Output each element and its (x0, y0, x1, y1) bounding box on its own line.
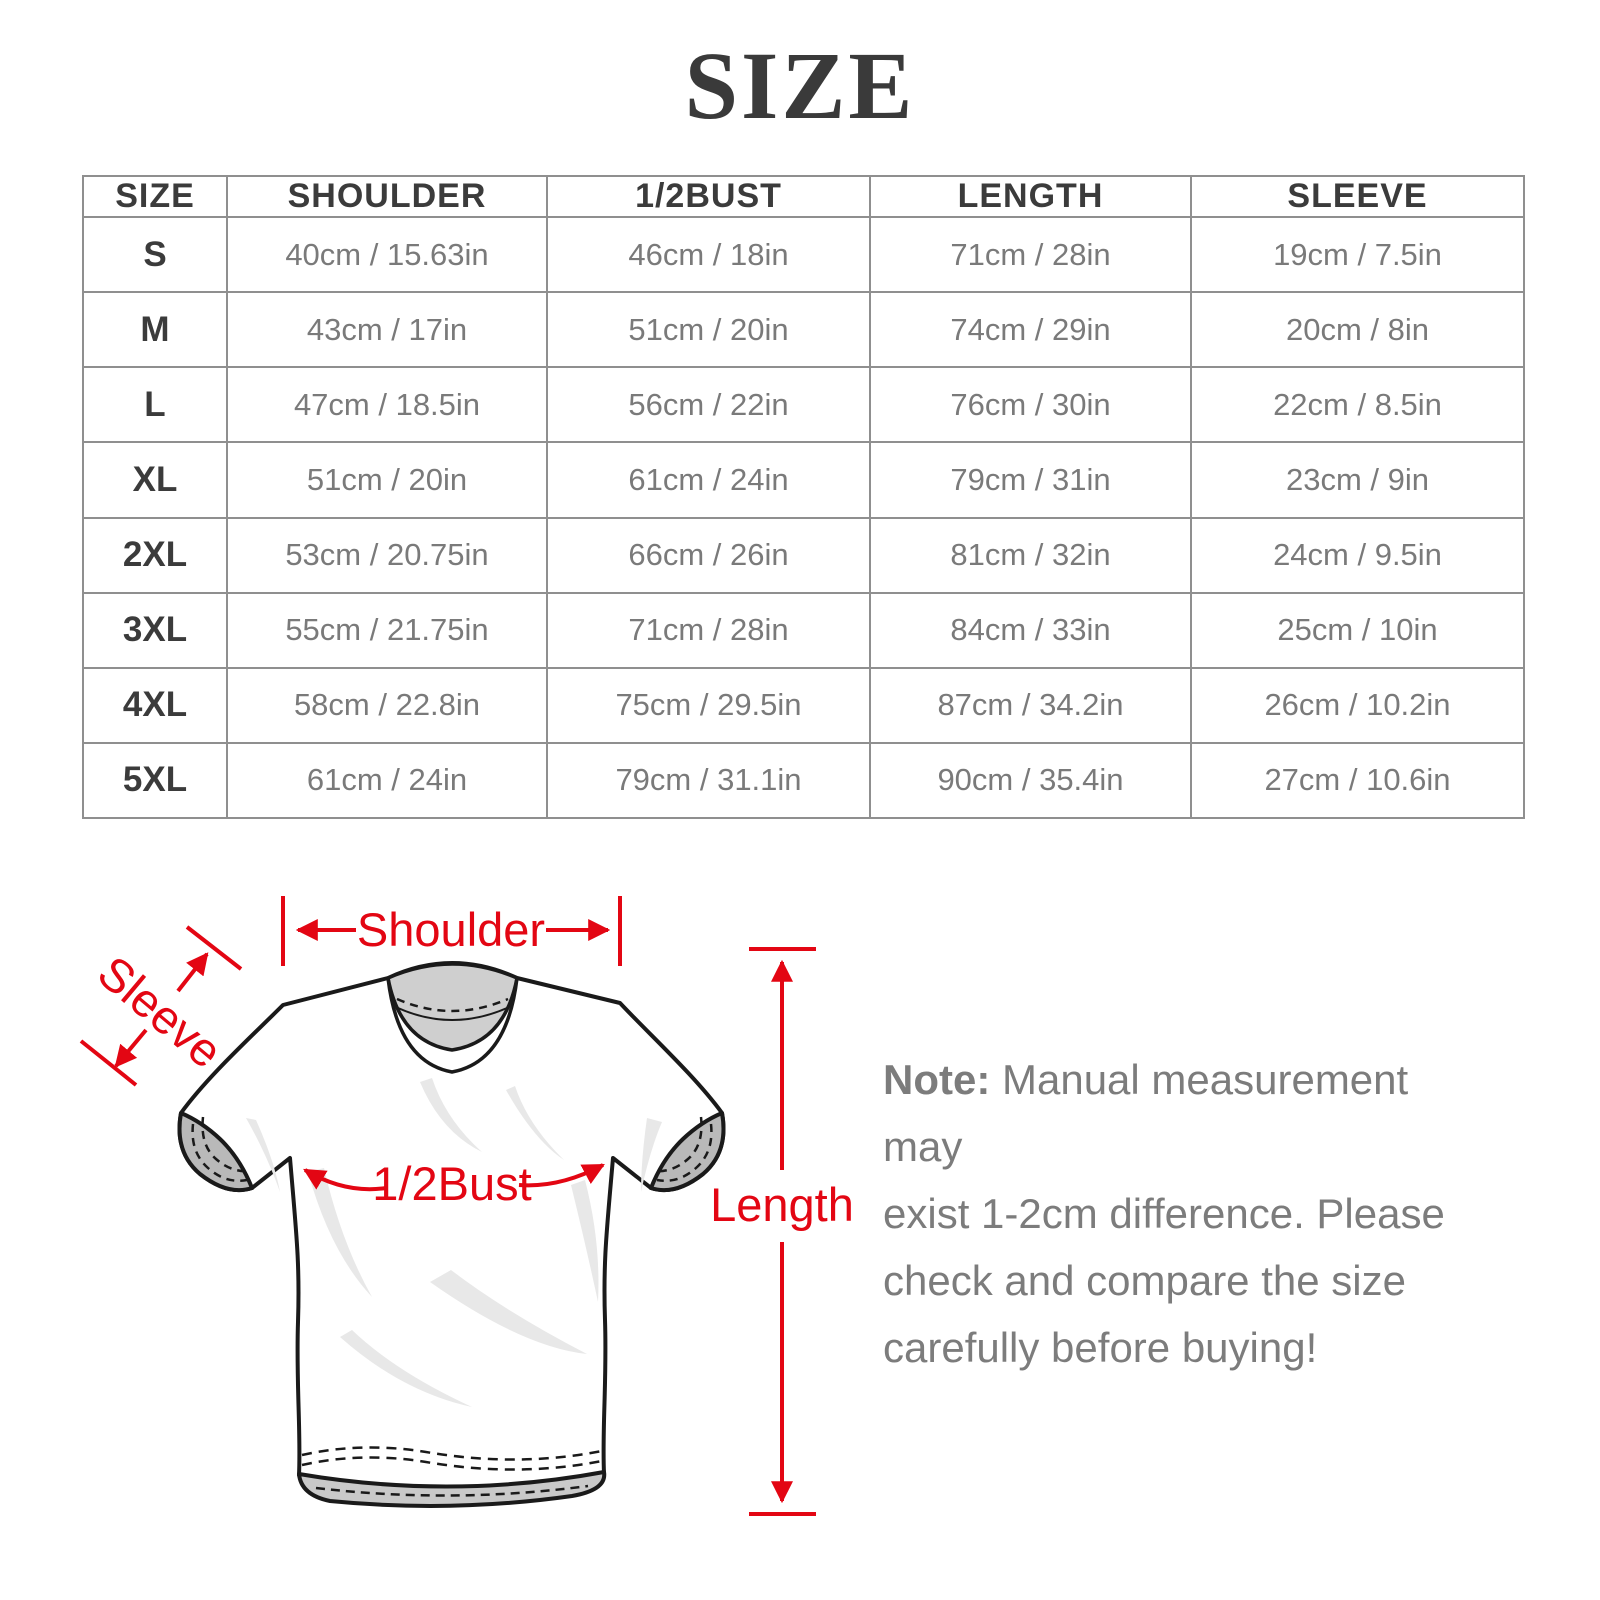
shoulder-cell: 43cm / 17in (227, 292, 547, 367)
sleeve-arrow-bottom (116, 1030, 146, 1066)
table-header-row (83, 176, 1524, 217)
page-title: SIZE (684, 32, 916, 139)
sleeve-cell: 24cm / 9.5in (1191, 518, 1524, 593)
size-label-cell: L (83, 367, 227, 442)
sleeve-cell: 19cm / 7.5in (1191, 217, 1524, 292)
bust-cell: 61cm / 24in (547, 442, 870, 517)
table-row (83, 217, 1524, 292)
table-row (83, 442, 1524, 517)
bust-cell: 46cm / 18in (547, 217, 870, 292)
col-header-size: SIZE (83, 176, 227, 217)
shoulder-cell: 53cm / 20.75in (227, 518, 547, 593)
shoulder-cell: 55cm / 21.75in (227, 593, 547, 668)
table-row (83, 743, 1524, 818)
sleeve-cell: 23cm / 9in (1191, 442, 1524, 517)
shoulder-cell: 61cm / 24in (227, 743, 547, 818)
shoulder-dimension-label: Shoulder (356, 903, 546, 956)
note-line: exist 1-2cm difference. Please (883, 1190, 1445, 1237)
note-text: Manual measurement may (883, 1056, 1409, 1170)
length-cell: 79cm / 31in (870, 442, 1191, 517)
bust-cell: 75cm / 29.5in (547, 668, 870, 743)
size-label-cell: 4XL (83, 668, 227, 743)
sleeve-cell: 26cm / 10.2in (1191, 668, 1524, 743)
measurement-note (883, 1046, 1498, 1381)
length-cell: 76cm / 30in (870, 367, 1191, 442)
sleeve-tick-top (187, 927, 241, 969)
shoulder-cell: 47cm / 18.5in (227, 367, 547, 442)
shoulder-cell: 40cm / 15.63in (227, 217, 547, 292)
table-row (83, 593, 1524, 668)
note-line (883, 1046, 1498, 1180)
length-cell: 71cm / 28in (870, 217, 1191, 292)
sleeve-cell: 20cm / 8in (1191, 292, 1524, 367)
table-row (83, 292, 1524, 367)
tshirt-measurement-diagram (55, 845, 865, 1600)
size-label-cell: XL (83, 442, 227, 517)
col-header-sleeve: SLEEVE (1191, 176, 1524, 217)
size-label-cell: S (83, 217, 227, 292)
length-cell: 74cm / 29in (870, 292, 1191, 367)
length-cell: 81cm / 32in (870, 518, 1191, 593)
col-header-shoulder: SHOULDER (227, 176, 547, 217)
shoulder-cell: 58cm / 22.8in (227, 668, 547, 743)
sleeve-cell: 25cm / 10in (1191, 593, 1524, 668)
bust-dimension-label: 1/2Bust (372, 1157, 532, 1210)
sleeve-arrow-top (178, 954, 207, 991)
bust-cell: 71cm / 28in (547, 593, 870, 668)
col-header-bust: 1/2BUST (547, 176, 870, 217)
size-label-cell: 2XL (83, 518, 227, 593)
size-label-cell: 3XL (83, 593, 227, 668)
table-row (83, 668, 1524, 743)
sleeve-dimension-label: Sleeve (88, 945, 233, 1079)
col-header-length: LENGTH (870, 176, 1191, 217)
table-row (83, 518, 1524, 593)
length-cell: 84cm / 33in (870, 593, 1191, 668)
bust-cell: 51cm / 20in (547, 292, 870, 367)
bust-cell: 66cm / 26in (547, 518, 870, 593)
size-table (82, 175, 1525, 819)
note-line: check and compare the size (883, 1257, 1406, 1304)
bust-cell: 79cm / 31.1in (547, 743, 870, 818)
table-row (83, 367, 1524, 442)
sleeve-tick-bottom (81, 1041, 136, 1085)
note-label: Note: (883, 1056, 991, 1103)
length-cell: 87cm / 34.2in (870, 668, 1191, 743)
sleeve-cell: 27cm / 10.6in (1191, 743, 1524, 818)
bust-cell: 56cm / 22in (547, 367, 870, 442)
note-line: carefully before buying! (883, 1324, 1318, 1371)
sleeve-cell: 22cm / 8.5in (1191, 367, 1524, 442)
tshirt-drawing (180, 963, 724, 1506)
shoulder-cell: 51cm / 20in (227, 442, 547, 517)
size-label-cell: 5XL (83, 743, 227, 818)
size-label-cell: M (83, 292, 227, 367)
length-cell: 90cm / 35.4in (870, 743, 1191, 818)
length-dimension-label: Length (710, 1178, 854, 1231)
